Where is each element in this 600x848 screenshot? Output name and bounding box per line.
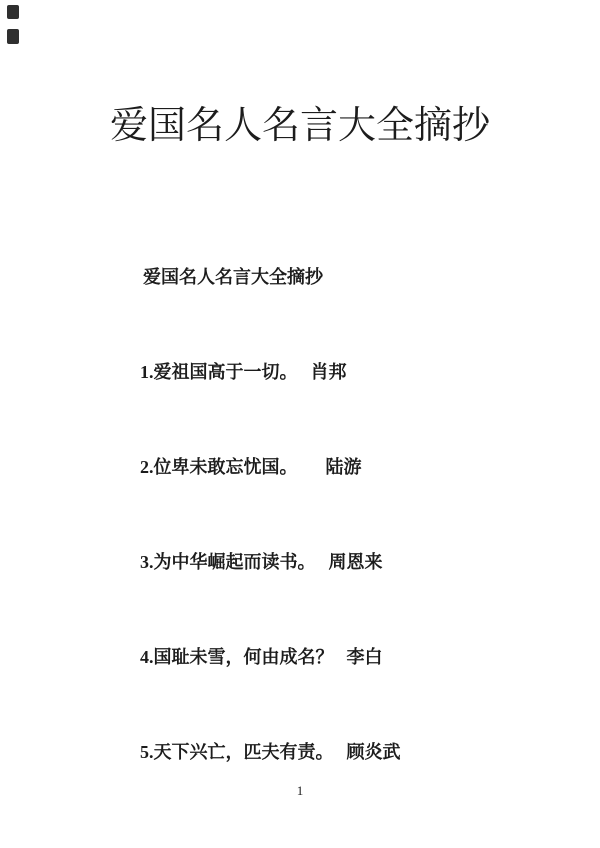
quote-author: 陆游 (325, 457, 362, 477)
quote-author: 顾炎武 (346, 742, 401, 762)
scan-artifact-mark-top (7, 5, 19, 19)
quote-author: 肖邦 (310, 362, 347, 382)
quote-line (140, 551, 383, 574)
quote-line (140, 646, 383, 669)
quote-text: 5.天下兴亡，匹夫有责。 (140, 742, 334, 762)
document-subtitle: 爱国名人名言大全摘抄 (143, 267, 323, 287)
document-title: 爱国名人名言大全摘抄 (109, 105, 490, 147)
quote-text: 1.爱祖国高于一切。 (140, 362, 298, 382)
quote-text: 4.国耻未雪，何由成名？ (140, 647, 334, 667)
quote-line (140, 741, 401, 764)
quote-author: 李白 (346, 647, 383, 667)
scan-artifact-mark-bottom (7, 29, 19, 44)
quote-author: 周恩来 (328, 552, 383, 572)
quote-text: 2.位卑未敢忘忧国。 (140, 457, 298, 477)
quote-line (140, 456, 362, 479)
quote-text: 3.为中华崛起而读书。 (140, 552, 316, 572)
page-number: 1 (296, 783, 304, 798)
quote-line (140, 361, 347, 384)
